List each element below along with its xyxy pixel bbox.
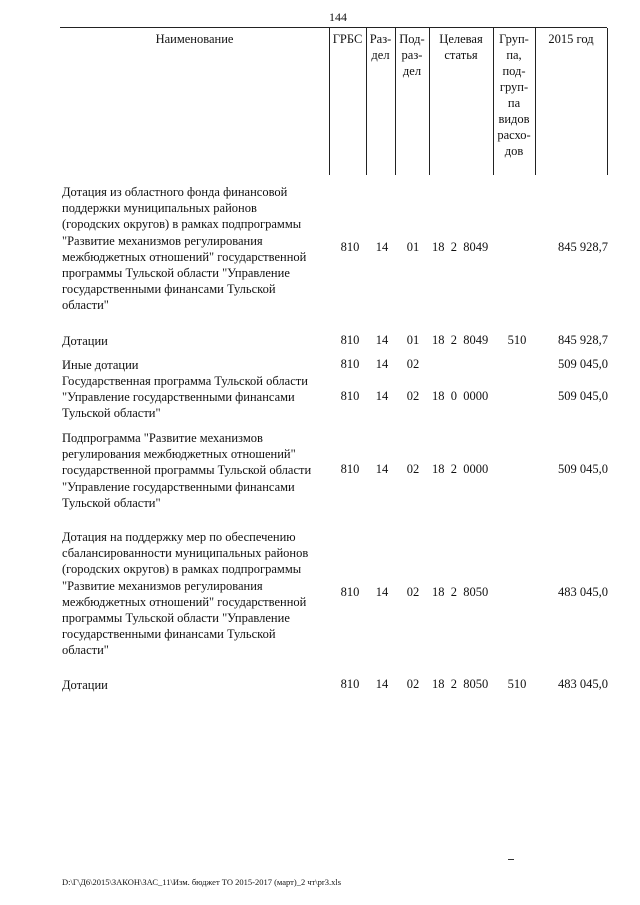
header-year: 2015 год (548, 32, 594, 46)
row-name: Дотация на поддержку мер по обеспечению сбалансированности муниципальных районов (городских округов) в рамках подпрограммы "Развитие механизмов регулирования межбюджетных отношений" государственной программы Тульской области "Управление государственными финансами Тульской области" (62, 530, 309, 658)
row-amount: 509 045,0 (558, 389, 608, 403)
row-grbs: 810 (340, 389, 360, 403)
row-amount: 483 045,0 (558, 677, 608, 691)
column-divider (607, 28, 608, 175)
row-podrazdel: 02 (406, 677, 420, 691)
row-target: 18 2 8050 (432, 677, 489, 691)
row-target: 18 2 8050 (432, 585, 489, 599)
row-podrazdel: 02 (406, 462, 420, 476)
row-razdel: 14 (375, 585, 389, 599)
row-name: Государственная программа Тульской области "Управление государственными финансами Тульской области" (62, 374, 308, 421)
row-target: 18 2 8049 (432, 333, 489, 347)
row-razdel: 14 (375, 462, 389, 476)
header-podrazdel: Под- раз- дел (399, 32, 425, 78)
header-razdel: Раз- дел (369, 32, 392, 62)
row-grbs: 810 (340, 462, 360, 476)
row-target: 18 2 8049 (432, 240, 489, 254)
row-razdel: 14 (375, 333, 389, 347)
header-target: Целевая статья (439, 32, 483, 62)
row-group: 510 (507, 333, 527, 347)
row-name: Дотация из областного фонда финансовой поддержки муниципальных районов (городских округов) в рамках подпрограммы "Развитие механизмов регулирования межбюджетных отношений" государственной программы Тульской области "Управление государственными финансами Тульской области" (62, 185, 307, 313)
row-grbs: 810 (340, 357, 360, 371)
row-podrazdel: 01 (406, 333, 420, 347)
row-name: Дотации (62, 334, 108, 348)
row-grbs: 810 (340, 585, 360, 599)
row-target: 18 0 0000 (432, 389, 489, 403)
row-grbs: 810 (340, 677, 360, 691)
footer-file-path: D:\Г\Д6\2015\ЗАКОН\ЗАС_11\Изм. бюджет ТО 2015-2017 (март)_2 чт\рr3.xls (62, 877, 342, 887)
row-amount: 509 045,0 (558, 462, 608, 476)
stray-mark (508, 859, 514, 860)
row-amount: 845 928,7 (558, 240, 608, 254)
row-razdel: 14 (375, 389, 389, 403)
row-name: Подпрограмма "Развитие механизмов регулирования межбюджетных отношений" государственной программы Тульской области "Управление государственными финансами Тульской области" (62, 431, 312, 510)
header-group: Груп- па, под- груп- па видов расхо- дов (497, 32, 531, 158)
row-razdel: 14 (375, 677, 389, 691)
row-grbs: 810 (340, 333, 360, 347)
row-amount: 483 045,0 (558, 585, 608, 599)
row-target: 18 2 0000 (432, 462, 489, 476)
row-group: 510 (507, 677, 527, 691)
row-grbs: 810 (340, 240, 360, 254)
row-podrazdel: 01 (406, 240, 420, 254)
header-grbs: ГРБС (332, 32, 363, 46)
row-amount: 845 928,7 (558, 333, 608, 347)
row-name: Дотации (62, 678, 108, 692)
row-podrazdel: 02 (406, 357, 420, 371)
header-name: Наименование (155, 32, 234, 46)
page-number: 144 (329, 10, 347, 24)
row-razdel: 14 (375, 240, 389, 254)
row-amount: 509 045,0 (558, 357, 608, 371)
table-header (60, 27, 607, 175)
row-podrazdel: 02 (406, 585, 420, 599)
row-razdel: 14 (375, 357, 389, 371)
row-podrazdel: 02 (406, 389, 420, 403)
row-name: Иные дотации (62, 358, 139, 372)
